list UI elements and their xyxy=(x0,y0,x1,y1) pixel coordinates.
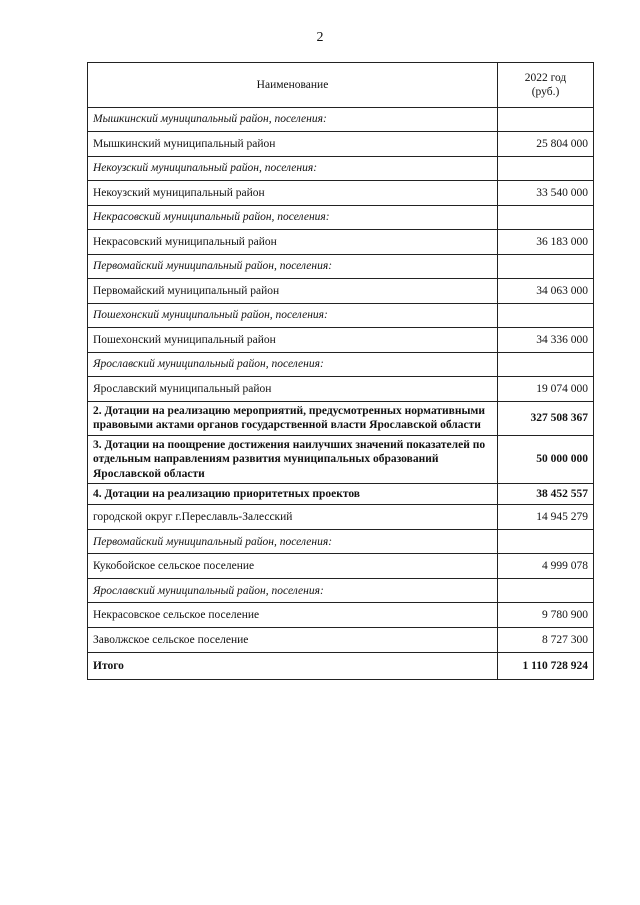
table-row xyxy=(88,579,594,603)
table-body xyxy=(88,108,594,680)
row-value: 4 999 078 xyxy=(498,554,594,579)
row-name: Пошехонский муниципальный район xyxy=(88,328,498,353)
section-value: 38 452 557 xyxy=(498,483,594,504)
table-section-row xyxy=(88,483,594,504)
column-header-name: Наименование xyxy=(88,63,498,108)
table-row xyxy=(88,353,594,377)
row-name: Ярославский муниципальный район, поселения: xyxy=(88,579,498,603)
row-value xyxy=(498,255,594,279)
row-value xyxy=(498,206,594,230)
total-value: 1 110 728 924 xyxy=(498,653,594,680)
table-row xyxy=(88,181,594,206)
table-row xyxy=(88,554,594,579)
column-header-year: 2022 год xyxy=(524,71,567,84)
row-value: 34 063 000 xyxy=(498,279,594,304)
table-row xyxy=(88,157,594,181)
row-name: Мышкинский муниципальный район xyxy=(88,132,498,157)
row-value xyxy=(498,304,594,328)
row-value: 34 336 000 xyxy=(498,328,594,353)
section-name: 4. Дотации на реализацию приоритетных проектов xyxy=(88,483,498,504)
table-row xyxy=(88,108,594,132)
row-value xyxy=(498,108,594,132)
row-name: Ярославский муниципальный район, поселения: xyxy=(88,353,498,377)
table-row xyxy=(88,132,594,157)
row-name: Заволжское сельское поселение xyxy=(88,628,498,653)
row-value xyxy=(498,530,594,554)
table-row xyxy=(88,377,594,402)
row-value xyxy=(498,353,594,377)
section-value: 50 000 000 xyxy=(498,435,594,483)
row-value: 33 540 000 xyxy=(498,181,594,206)
row-name: Некоузский муниципальный район xyxy=(88,181,498,206)
section-name: 2. Дотации на реализацию мероприятий, предусмотренных нормативными правовыми актами органов государственной власти Ярославской области xyxy=(88,402,498,436)
column-header-value xyxy=(498,63,594,108)
row-value xyxy=(498,579,594,603)
table-row xyxy=(88,328,594,353)
column-header-unit: (руб.) xyxy=(531,86,560,98)
row-name: Некрасовское сельское поселение xyxy=(88,603,498,628)
row-name: Мышкинский муниципальный район, поселения: xyxy=(88,108,498,132)
table-row xyxy=(88,628,594,653)
row-name: городской округ г.Переславль-Залесский xyxy=(88,505,498,530)
budget-table xyxy=(87,62,594,680)
total-label: Итого xyxy=(88,653,498,680)
row-name: Некрасовский муниципальный район xyxy=(88,230,498,255)
row-value: 14 945 279 xyxy=(498,505,594,530)
table-row xyxy=(88,279,594,304)
page-number: 2 xyxy=(316,30,324,45)
row-name: Первомайский муниципальный район xyxy=(88,279,498,304)
row-value: 19 074 000 xyxy=(498,377,594,402)
table-row xyxy=(88,230,594,255)
row-name: Первомайский муниципальный район, поселения: xyxy=(88,530,498,554)
row-value: 36 183 000 xyxy=(498,230,594,255)
row-value: 8 727 300 xyxy=(498,628,594,653)
table-row xyxy=(88,603,594,628)
table-section-row xyxy=(88,402,594,436)
table-header-row xyxy=(88,63,594,108)
row-name: Некоузский муниципальный район, поселения: xyxy=(88,157,498,181)
table-total-row xyxy=(88,653,594,680)
row-value: 25 804 000 xyxy=(498,132,594,157)
table-row xyxy=(88,304,594,328)
row-value xyxy=(498,157,594,181)
row-name: Пошехонский муниципальный район, поселения: xyxy=(88,304,498,328)
table-row xyxy=(88,255,594,279)
row-value: 9 780 900 xyxy=(498,603,594,628)
row-name: Первомайский муниципальный район, поселения: xyxy=(88,255,498,279)
section-value: 327 508 367 xyxy=(498,402,594,436)
row-name: Ярославский муниципальный район xyxy=(88,377,498,402)
table-section-row xyxy=(88,435,594,483)
table-row xyxy=(88,530,594,554)
section-name: 3. Дотации на поощрение достижения наилучших значений показателей по отдельным направлениям развития муниципальных образований Ярославской области xyxy=(88,435,498,483)
table-row xyxy=(88,206,594,230)
row-name: Некрасовский муниципальный район, поселения: xyxy=(88,206,498,230)
row-name: Кукобойское сельское поселение xyxy=(88,554,498,579)
table-row xyxy=(88,505,594,530)
